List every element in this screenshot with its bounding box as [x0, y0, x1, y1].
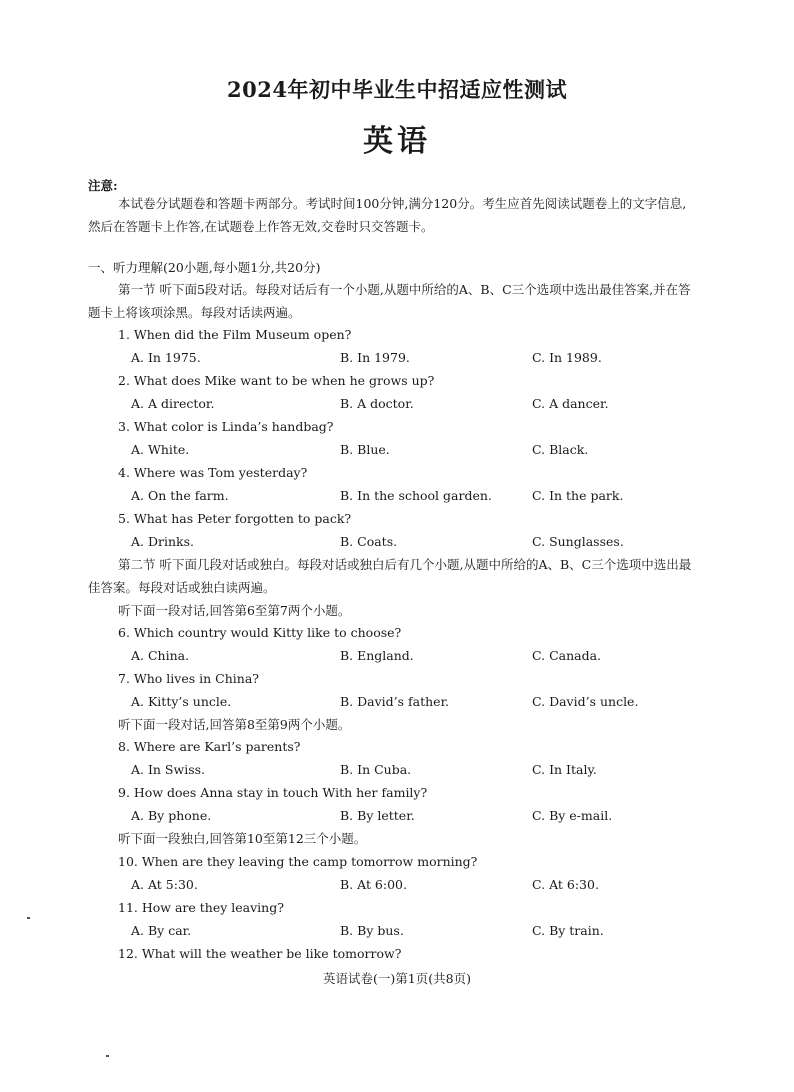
option-4b: B. In the school garden. [340, 488, 492, 503]
option-5a: A. Drinks. [131, 534, 194, 549]
option-5b: B. Coats. [340, 534, 398, 549]
question-7: 7. Who lives in China? [118, 671, 259, 686]
option-11a: A. By car. [131, 923, 192, 938]
part2-instruction-line-1: 第二节 听下面几段对话或独白。每段对话或独白后有几个小题,从题中所给的A、B、C三个选项中选出最 [118, 557, 692, 572]
option-6a: A. China. [131, 648, 190, 663]
question-12: 12. What will the weather be like tomorrow? [118, 946, 402, 961]
notice-heading: 注意: [88, 178, 118, 193]
option-6c: C. Canada. [532, 648, 602, 663]
option-4a: A. On the farm. [131, 488, 229, 503]
option-8b: B. In Cuba. [340, 762, 412, 777]
option-10a: A. At 5:30. [131, 877, 198, 892]
question-1: 1. When did the Film Museum open? [118, 327, 352, 342]
option-10b: B. At 6:00. [340, 877, 407, 892]
option-3b: B. Blue. [340, 442, 390, 457]
option-7c: C. David’s uncle. [532, 694, 639, 709]
option-5c: C. Sunglasses. [532, 534, 624, 549]
question-3: 3. What color is Linda’s handbag? [118, 419, 334, 434]
subject-title: 英语 [363, 124, 431, 159]
option-1a: A. In 1975. [131, 350, 201, 365]
question-10: 10. When are they leaving the camp tomorrow morning? [118, 854, 478, 869]
instruction-q10-12: 听下面一段独白,回答第10至第12三个小题。 [118, 831, 367, 846]
option-11b: B. By bus. [340, 923, 404, 938]
option-2b: B. A doctor. [340, 396, 414, 411]
part2-instruction-line-2: 佳答案。每段对话或独白读两遍。 [88, 580, 276, 595]
part1-instruction-line-2: 题卡上将该项涂黑。每段对话读两遍。 [88, 305, 301, 320]
section-heading: 一、听力理解(20小题,每小题1分,共20分) [88, 260, 321, 275]
notice-line-2: 然后在答题卡上作答,在试题卷上作答无效,交卷时只交答题卡。 [88, 219, 434, 234]
question-6: 6. Which country would Kitty like to choose? [118, 625, 402, 640]
option-9b: B. By letter. [340, 808, 415, 823]
option-7a: A. Kitty’s uncle. [131, 694, 232, 709]
question-8: 8. Where are Karl’s parents? [118, 739, 301, 754]
option-11c: C. By train. [532, 923, 604, 938]
question-2: 2. What does Mike want to be when he grows up? [118, 373, 435, 388]
instruction-q8-9: 听下面一段对话,回答第8至第9两个小题。 [118, 717, 351, 732]
scan-speck [106, 1055, 109, 1057]
part1-instruction-line-1: 第一节 听下面5段对话。每段对话后有一个小题,从题中所给的A、B、C三个选项中选出最佳答案,并在答 [118, 282, 691, 297]
page-footer: 英语试卷(一)第1页(共8页) [323, 971, 471, 986]
option-2a: A. A director. [131, 396, 215, 411]
page-title: 2024年初中毕业生中招适应性测试 [227, 77, 567, 102]
option-3c: C. Black. [532, 442, 589, 457]
option-1b: B. In 1979. [340, 350, 410, 365]
option-8a: A. In Swiss. [131, 762, 205, 777]
question-11: 11. How are they leaving? [118, 900, 284, 915]
question-5: 5. What has Peter forgotten to pack? [118, 511, 352, 526]
instruction-q6-7: 听下面一段对话,回答第6至第7两个小题。 [118, 603, 351, 618]
option-3a: A. White. [131, 442, 190, 457]
option-6b: B. England. [340, 648, 414, 663]
notice-line-1: 本试卷分试题卷和答题卡两部分。考试时间100分钟,满分120分。考生应首先阅读试题卷上的文字信息, [118, 196, 687, 211]
option-1c: C. In 1989. [532, 350, 602, 365]
option-7b: B. David’s father. [340, 694, 450, 709]
option-2c: C. A dancer. [532, 396, 609, 411]
option-9a: A. By phone. [131, 808, 212, 823]
option-10c: C. At 6:30. [532, 877, 599, 892]
question-4: 4. Where was Tom yesterday? [118, 465, 308, 480]
scan-speck [27, 917, 30, 919]
option-9c: C. By e-mail. [532, 808, 613, 823]
option-8c: C. In Italy. [532, 762, 597, 777]
question-9: 9. How does Anna stay in touch With her family? [118, 785, 428, 800]
option-4c: C. In the park. [532, 488, 624, 503]
